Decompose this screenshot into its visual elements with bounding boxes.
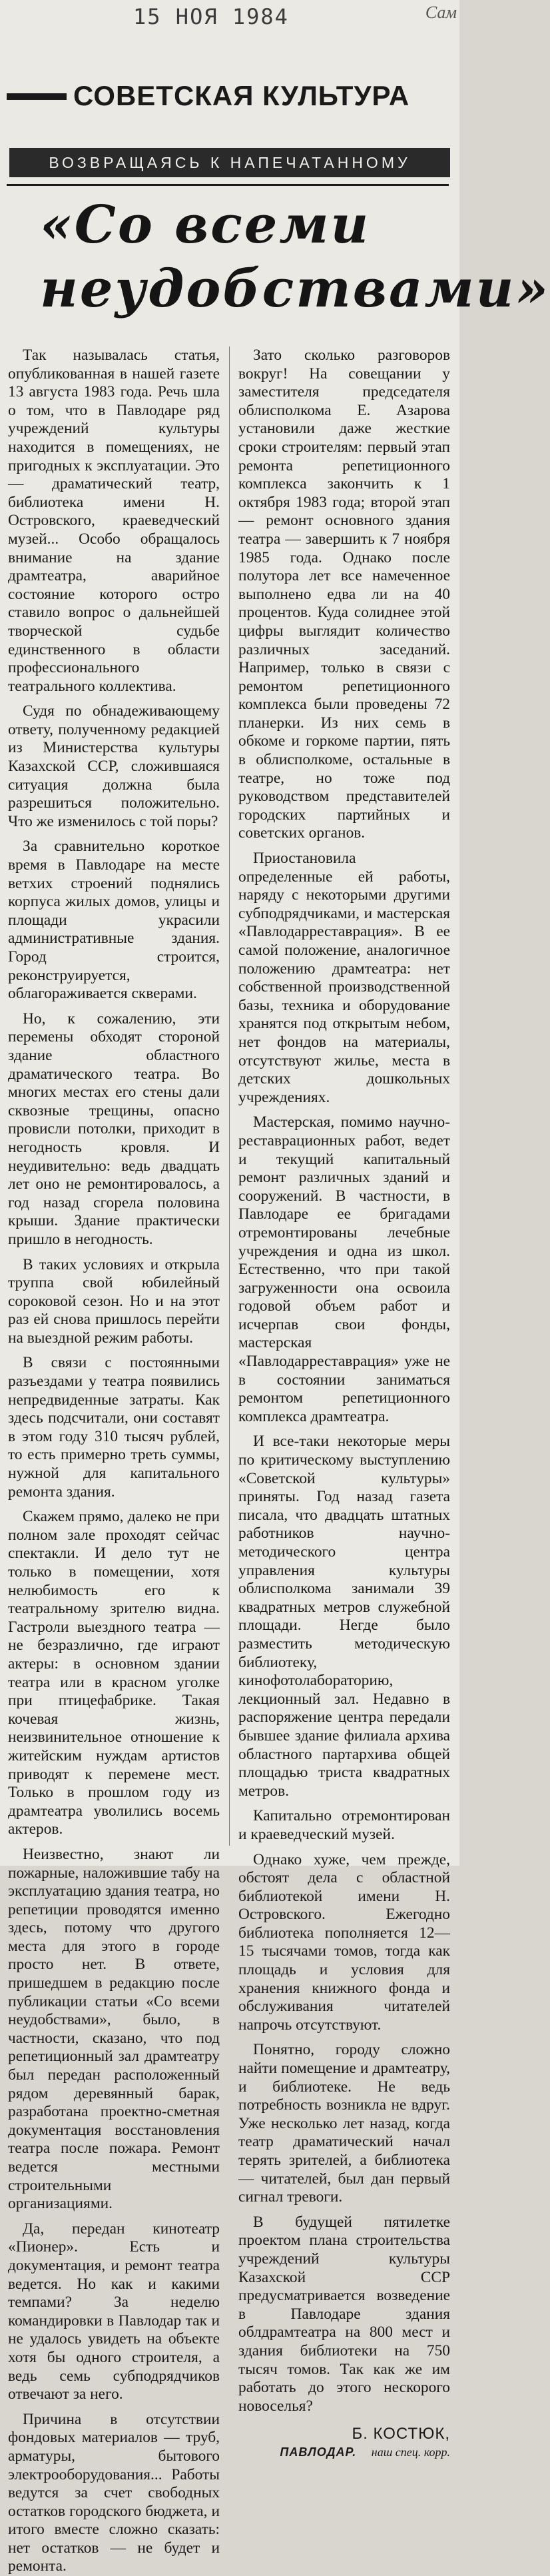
article-paragraph: Причина в отсутствии фондовых материалов — труб, арматуры, бытового электрооборудования... Работы ведутся за счет свободных остатков городского бюджета, и итого вместе сложно сказать: нет остатков — не будет и ремонта.	[8, 2410, 220, 2575]
article-paragraph: Приостановила определенные ей работы, наряду с некоторыми другими субподрядчиками, и мастерская «Павлодарреставрация». В ее самой положение, аналогичное положению драмтеатра: нет собственной производственной базы, техника и оборудование хранятся под открытым небом, нет фондов на материалы, отсутствуют жилье, места в детских дошкольных учреждениях.	[238, 850, 450, 1106]
author-role-text: наш спец. корр.	[371, 2445, 450, 2459]
dateline-city: ПАВЛОДАР.	[280, 2445, 357, 2459]
article-paragraph: Неизвестно, знают ли пожарные, наложившие табу на эксплуатацию здания театра, но репетиции проводятся именно здесь, потому что другого места для этого в городе просто нет. В ответе, пришедшем в редакцию после публикации статьи «Со всеми неудобствами», было, в частности, сказано, что под репетиционный зал драмтеатру был передан расположенный рядом деревянный барак, разработана проектно-сметная документация восстановления театра после пожара. Ремонт ведется местными строительными организациями.	[8, 1845, 220, 2213]
article-paragraph: Скажем прямо, далеко не при полном зале проходят сейчас спектакли. И дело тут не только в помещении, хотя нелюбимость его к театральному зрителю видна. Гастроли выездного театра — не безразлично, где играют актеры: в основном здании театра или в красном уголке при птицефабрике. Такая кочевая жизнь, неизвинительное отношение к житейским нуждам артистов приводят к перемене мест. Только в прошлом году из драмтеатра уволились восемь актеров.	[8, 1508, 220, 1838]
article-paragraph: За сравнительно короткое время в Павлодаре на месте ветхих строений поднялись корпуса жилых домов, улицы и площади украсили административные здания. Город строится, реконструируется, облагораживается скверами.	[8, 838, 220, 1003]
headline-line-2: неудобствами»	[40, 259, 550, 319]
article-paragraph: Так называлась статья, опубликованная в нашей газете 13 августа 1983 года. Речь шла о том, что в Павлодаре ряд учреждений культуры находится в помещениях, не пригодных к эксплуатации. Это — драматический театр, библиотека имени Н. Островского, краеведческий музей... Особо обращалось внимание на здание драмтеатра, аварийное состояние которого остро ставило вопрос о дальнейшей творческой судьбе единственного в области профессионального театрального коллектива.	[8, 346, 220, 695]
article-paragraph: Судя по обнадеживающему ответу, полученному редакцией из Министерства культуры Казахской ССР, сложившаяся ситуация должна была разрешиться положительно. Что же изменилось с той поры?	[8, 702, 220, 830]
article-paragraph: В связи с постоянными разъездами у театра появились непредвиденные затраты. Как здесь подсчитали, они составят в этом году 310 тысяч рублей, то есть примерно треть суммы, нужной для капитального ремонта здания.	[8, 1354, 220, 1501]
article-paragraph: Но, к сожалению, эти перемены обходят стороной здание областного драматического театра. Во многих местах его стены дали сквозные трещины, опасно провисли потолки, приходит в негодность кровля. И неудивительно: ведь двадцать лет оно не ремонтировалось, а год назад сгорела половина крыши. Здание практически пришло в негодность.	[8, 1009, 220, 1248]
article-body	[8, 346, 453, 2575]
newspaper-rubric: СОВЕТСКАЯ КУЛЬТУРА	[73, 80, 410, 111]
article-paragraph: В будущей пятилетке проектом плана строительства учреждений культуры Казахской ССР предусматривается возведение в Павлодаре здания облдрамтеатра на 800 мест и здания библиотеки на 750 тысяч томов. Так как же им работать до этого нескорого новоселья?	[238, 2213, 450, 2415]
article-paragraph: Однако хуже, чем прежде, обстоят дела с областной библиотекой имени Н. Островского. Ежегодно библиотека пополняется 12—15 тысячами томов, тогда как площадь и условия для хранения книжного фонда и обслуживания читателей напрочь отсутствуют.	[238, 1850, 450, 2034]
author-role	[238, 2443, 450, 2462]
article-paragraph: В таких условиях и открыла труппа свой юбилейный сороковой сезон. Но и на этот раз ей снова пришлось перейти на выездной режим работы.	[8, 1255, 220, 1347]
section-banner: ВОЗВРАЩАЯСЬ К НАПЕЧАТАННОМУ	[9, 148, 450, 177]
article-headline	[40, 193, 550, 321]
article-paragraph: Зато сколько разговоров вокруг! На совещании у заместителя председателя облисполкома Е. Азарова установили даже жесткие сроки строителям: первый этап ремонта репетиционного комплекса закончить к 1 октября 1983 года; второй этап — ремонт основного здания театра — завершить к 7 ноября 1985 года. Однако после полутора лет все намеченное выполнено едва ли на 40 процентов. Куда солиднее этой цифры выглядит количество различных заседаний. Например, только в связи с ремонтом репетиционного комплекса были проведены 72 планерки. Из них семь в обкоме и горкоме партии, пять в облисполкоме, остальные в театре, но тоже под руководством представителей городских партийных и советских органов.	[238, 346, 450, 842]
author-signature: Б. КОСТЮК,	[352, 2425, 450, 2443]
column-divider	[229, 346, 230, 1846]
article-paragraph: Понятно, городу сложно найти помещение и драмтеатру, и библиотеке. Не ведь потребность возникла не вдруг. Уже несколько лет назад, когда театр драматический начал терять зрителей, а библиотека — читателей, был дан первый сигнал тревоги.	[238, 2041, 450, 2206]
right-column	[238, 346, 450, 2459]
article-paragraph: Капитально отремонтирован и краеведческий музей.	[238, 1807, 450, 1843]
article-paragraph: Да, передан кинотеатр «Пионер». Есть и документация, и ремонт театра ведется. Но как и какими темпами? За неделю командировки в Павлодар так и не удалось увидеть на объекте хотя бы одного строителя, а ведь семь субподрядчиков отвечают за него.	[8, 2220, 220, 2403]
left-column	[8, 346, 220, 2575]
corner-handwritten-mark: Сам	[425, 3, 457, 22]
article-paragraph: Мастерская, помимо научно-реставрационных работ, ведет и текущий капитальный ремонт различных зданий и сооружений. В частности, в Павлодаре ее бригадами отремонтированы лечебные учреждения и одна из школ. Естественно, что при такой загруженности она освоила годовой объем работ и исчерпав свои фонды, мастерская «Павлодарреставрация» уже не в состоянии заниматься ремонтом репетиционного комплекса драмтеатра.	[238, 1113, 450, 1425]
date-stamp: 15 НОЯ 1984	[133, 4, 289, 29]
headline-line-1: «Со всеми	[40, 195, 371, 255]
article-paragraph: И все-таки некоторые меры по критическому выступлению «Советской культуры» приняты. Год назад газета писала, что двадцать штатных работников научно-методического центра управления культуры облисполкома занимали 39 квадратных метров служебной площади. Негде было разместить методическую библиотеку, кинофотолабораторию, лекционный зал. Недавно в распоряжение центра передали бывшее здание филиала архива областного партархива общей площадью триста квадратных метров.	[238, 1433, 450, 1800]
header-rule	[7, 93, 67, 100]
